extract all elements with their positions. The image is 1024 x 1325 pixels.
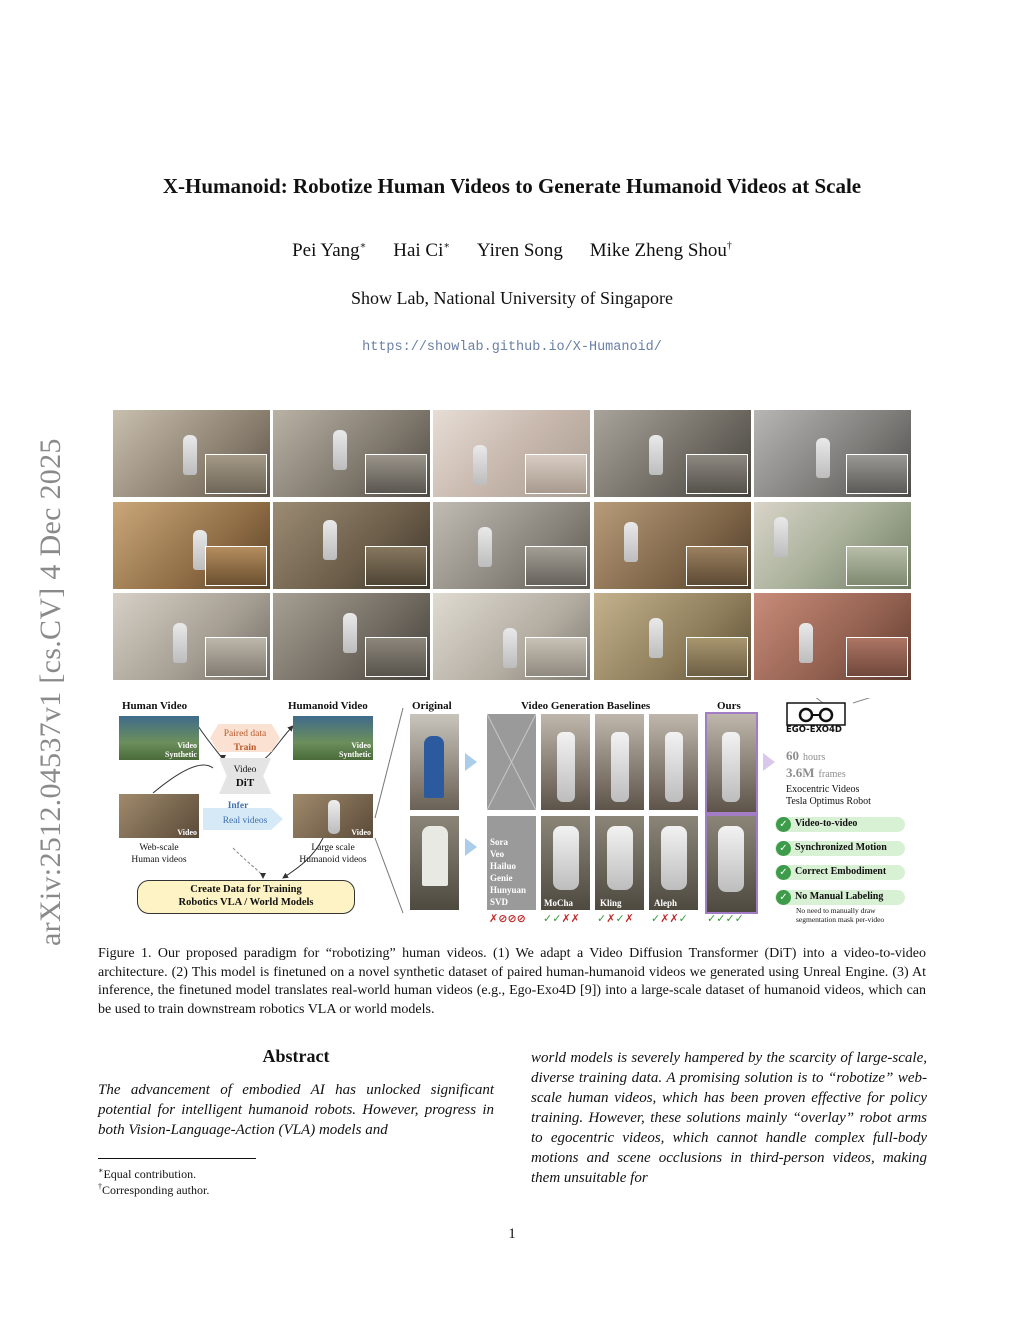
figure-caption: Figure 1. Our proposed paradigm for “robotizing” human videos. (1) We adapt a Video Diffusion Transformer (DiT) into a video-to-video architecture. (2) This model is finetuned on a novel synthetic dataset of paired human-humanoid videos we generated using Unreal Engine. (3) At inference, the finetuned model translates real-world human videos (e.g., Ego-Exo4D [9]) into a large-scale dataset of humanoid videos, which can be used to train downstream robotics VLA or world models. — [98, 946, 926, 1017]
sample-frame — [433, 593, 590, 680]
marks-ours: ✓✓✓✓ — [707, 912, 744, 925]
baseline-name: Hunyuan — [490, 885, 527, 895]
paired-data-label: Paired data — [223, 729, 267, 739]
human-video-header: Human Video — [122, 700, 188, 712]
real-humanoid-thumb: Video — [293, 794, 373, 838]
sample-frame — [594, 410, 751, 497]
sample-frame — [433, 410, 590, 497]
author: Pei Yang∗ — [292, 240, 367, 261]
dit-label: DiT — [235, 777, 255, 789]
paper-title: X-Humanoid: Robotize Human Videos to Generate Humanoid Videos at Scale — [162, 174, 862, 198]
sample-frame — [273, 502, 430, 589]
baseline-list-panel — [487, 816, 536, 910]
abstract-column-1: The advancement of embodied AI has unlocked significant potential for intelligent humanoid robots. However, progress in both Vision-Language-Action (VLA) models and — [98, 1082, 494, 1138]
sample-frame — [594, 502, 751, 589]
dataset-desc-2: Tesla Optimus Robot — [786, 796, 871, 807]
feature-pill: ✓ Video-to-video — [775, 817, 905, 832]
train-label: Train — [233, 743, 257, 753]
baseline-name: Hailuo — [490, 861, 517, 871]
original-frame — [410, 714, 459, 810]
ours-header: Ours — [717, 700, 741, 712]
sample-frame — [273, 410, 430, 497]
sample-frame — [113, 410, 270, 497]
abstract-heading: Abstract — [262, 1046, 330, 1066]
sample-frame — [594, 593, 751, 680]
affiliation: Show Lab, National University of Singapore — [351, 288, 673, 308]
sample-frame — [754, 502, 911, 589]
baselines-header: Video Generation Baselines — [521, 700, 651, 712]
baseline-name: Veo — [490, 849, 505, 859]
original-header: Original — [412, 700, 452, 712]
sample-frame — [754, 593, 911, 680]
marks-mocha: ✓✓✗✗ — [543, 912, 580, 925]
ours-frame — [705, 814, 758, 914]
sample-frame — [113, 593, 270, 680]
sample-frame — [754, 410, 911, 497]
feature-pill: ✓ Correct Embodiment — [775, 865, 905, 880]
feature-footnote: No need to manually draw segmentation mask per-video — [796, 906, 885, 924]
footnote: ∗Equal contribution. — [98, 1166, 197, 1181]
synthetic-humanoid-thumb: Video Synthetic — [293, 716, 373, 760]
baseline-name: SVD — [490, 897, 509, 907]
feature-pill: ✓ No Manual Labeling — [775, 890, 905, 905]
frames-stat: 3.6M frames — [786, 765, 846, 780]
project-link[interactable]: https://showlab.github.io/X-Humanoid/ — [362, 340, 662, 355]
arxiv-stamp: arXiv:2512.04537v1 [cs.CV] 4 Dec 2025 — [34, 438, 67, 946]
check-icon: ✓ — [776, 865, 791, 880]
author: Mike Zheng Shou† — [589, 240, 732, 261]
check-icon: ✓ — [776, 841, 791, 856]
large-scale-label: Large scale Humanoid videos — [299, 843, 367, 865]
real-human-thumb: Video — [119, 794, 199, 838]
dit-video-label: Video — [233, 765, 257, 775]
aleph-frame: Aleph — [649, 816, 698, 910]
humanoid-video-header: Humanoid Video — [288, 700, 368, 712]
sample-frame — [433, 502, 590, 589]
mocha-frame: MoCha — [541, 816, 590, 910]
ours-frame — [705, 712, 758, 814]
author: Yiren Song — [476, 240, 563, 261]
check-icon: ✓ — [776, 890, 791, 905]
web-scale-label: Web-scale Human videos — [131, 843, 187, 865]
teaser-image-grid — [113, 410, 911, 680]
create-data-box: Create Data for Training Robotics VLA / World Models — [137, 880, 355, 914]
hours-stat: 60 hours — [786, 748, 826, 763]
sample-frame — [113, 502, 270, 589]
page-number: 1 — [508, 1226, 516, 1242]
author: Hai Ci∗ — [393, 240, 451, 261]
figure-diagram — [113, 698, 913, 928]
kling-frame: Kling — [595, 816, 644, 910]
dataset-desc-1: Exocentric Videos — [786, 784, 860, 795]
marks-baselines: ✗⊘⊘⊘ — [489, 912, 526, 925]
mocha-frame — [541, 714, 590, 810]
failed-baseline-frame — [487, 714, 536, 810]
kling-frame — [595, 714, 644, 810]
feature-list — [775, 817, 915, 927]
abstract-column-2: world models is severely hampered by the scarcity of large-scale, diverse training data. A promising solution is to “robotize” web-scale human videos, which has been proven effective for policy training. However, these solutions mainly “overlay” robot arms to egocentric videos, which cannot handle complex full-body motions and scene occlusions in third-person videos, making them unsuitable for — [531, 1050, 927, 1186]
aleph-frame — [649, 714, 698, 810]
check-icon: ✓ — [776, 817, 791, 832]
sample-frame — [273, 593, 430, 680]
author-list — [0, 240, 1024, 262]
ego-exo4d-logo: EGO-EXO4D — [786, 702, 846, 734]
baseline-name: Genie — [490, 873, 513, 883]
marks-aleph: ✓✗✗✓ — [651, 912, 688, 925]
infer-label: Infer — [227, 801, 249, 811]
marks-kling: ✓✗✓✗ — [597, 912, 634, 925]
synthetic-human-thumb: Video Synthetic — [119, 716, 199, 760]
footnote: †Corresponding author. — [98, 1182, 210, 1197]
original-frame — [410, 816, 459, 910]
footnote-rule — [98, 1158, 256, 1159]
feature-pill: ✓ Synchronized Motion — [775, 841, 905, 856]
baseline-name: Sora — [490, 837, 508, 847]
real-videos-label: Real videos — [222, 816, 268, 826]
